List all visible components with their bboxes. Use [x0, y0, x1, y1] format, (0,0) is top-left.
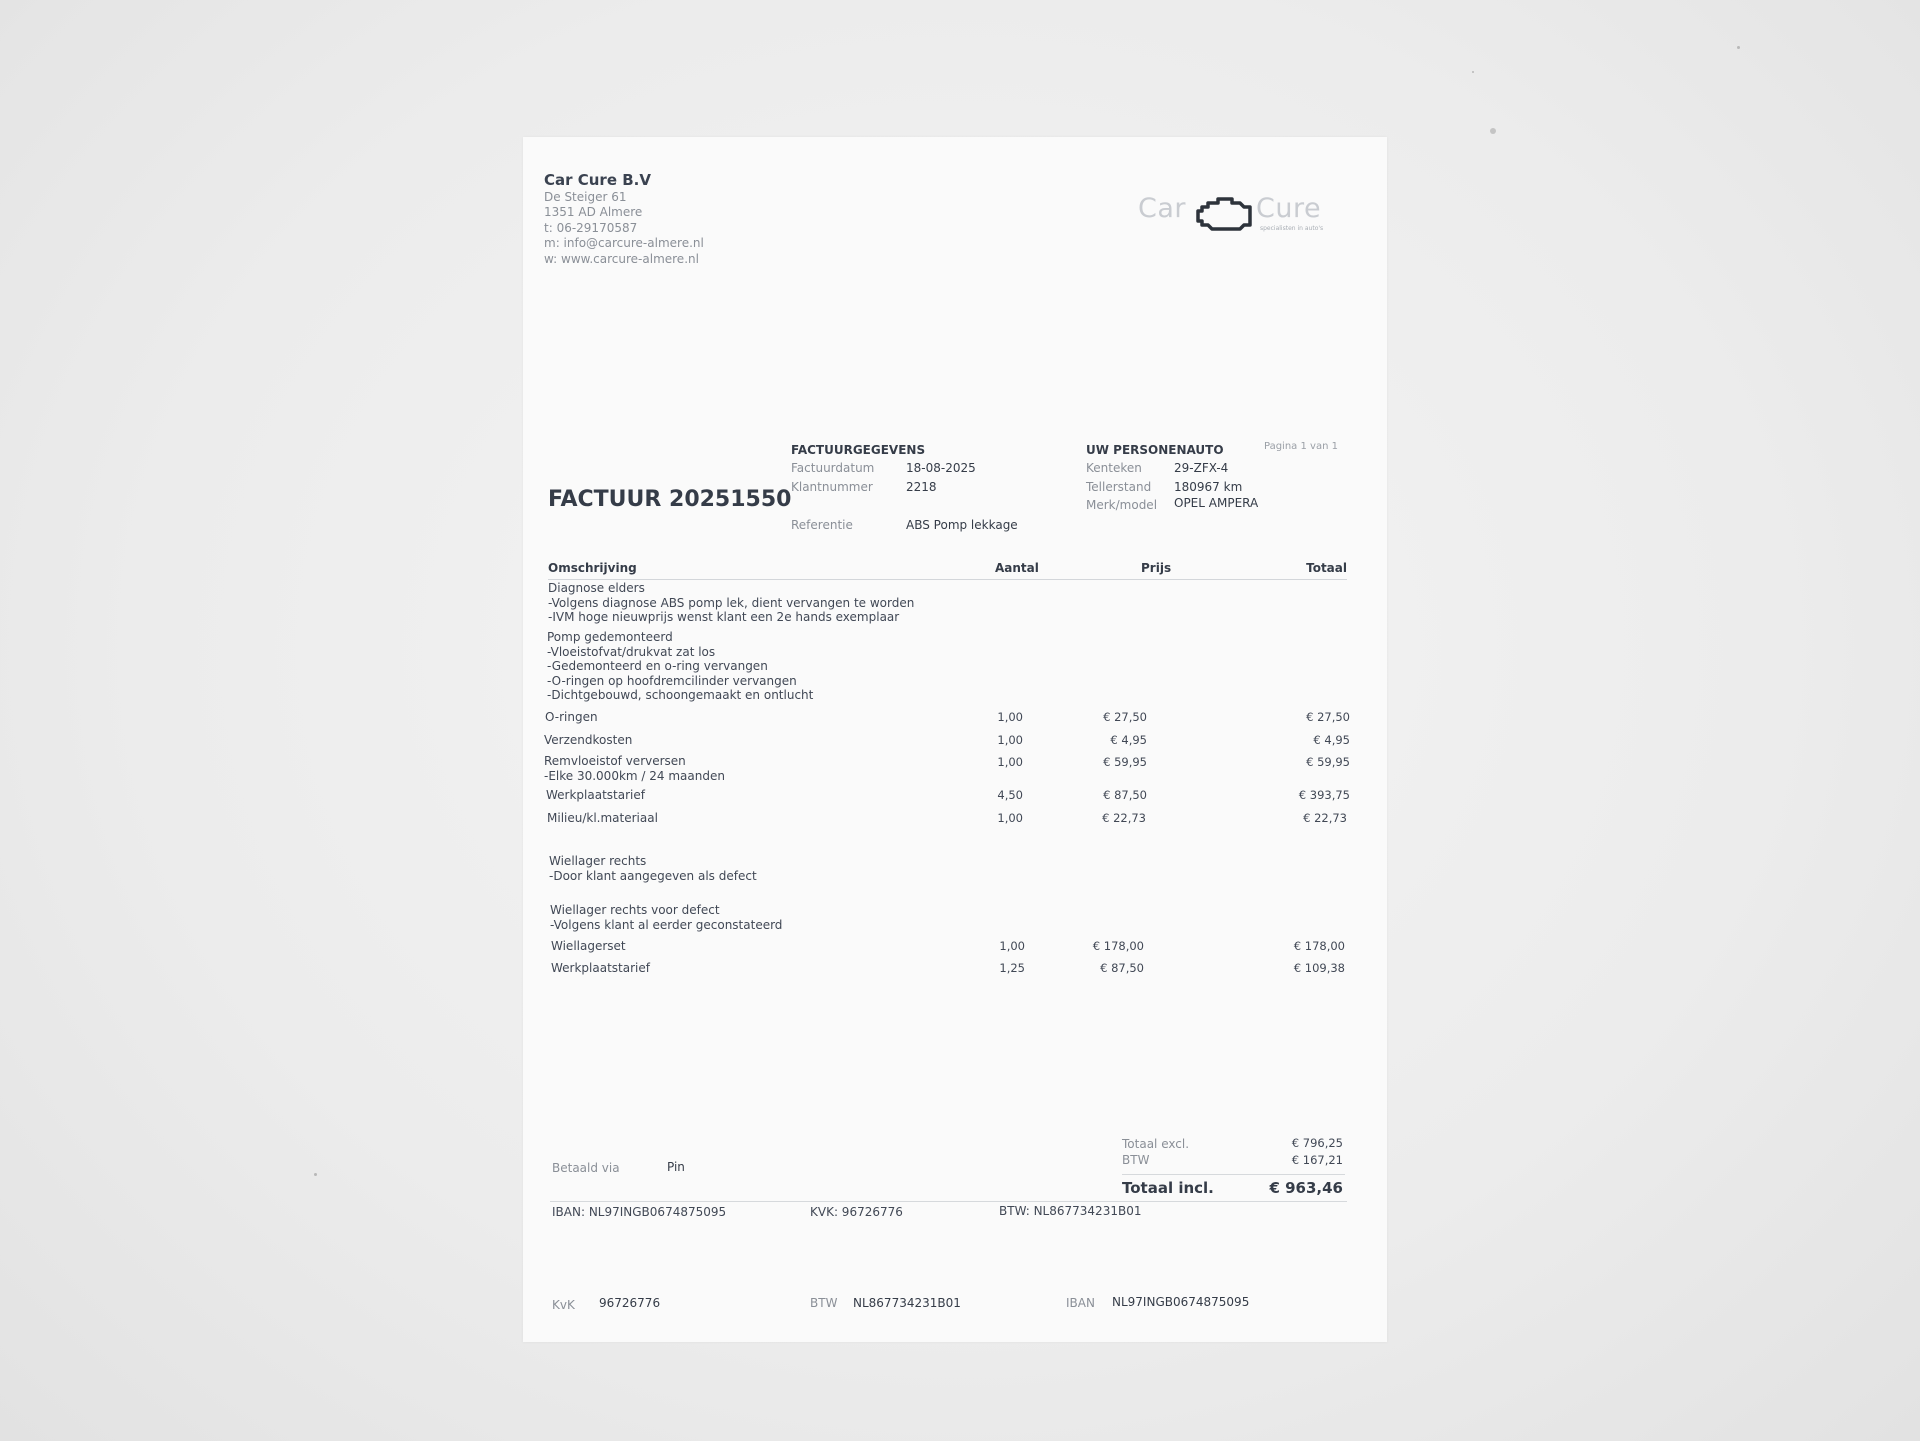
item-totaal: € 393,75	[1298, 788, 1350, 802]
btw-value: € 167,21	[1291, 1153, 1343, 1167]
engine-icon	[1196, 195, 1256, 231]
bank-btw: BTW: NL867734231B01	[999, 1204, 1142, 1218]
item-totaal: € 59,95	[1306, 755, 1350, 769]
tellerstand-label: Tellerstand	[1086, 480, 1152, 494]
text-block-wiellager	[549, 854, 757, 883]
col-prijs: Prijs	[1141, 561, 1172, 575]
col-omschrijving: Omschrijving	[548, 561, 637, 575]
factuurgegevens-heading: FACTUURGEGEVENS	[791, 443, 926, 457]
footer-kvk-value: 96726776	[599, 1296, 661, 1310]
logo-word-cure: Cure	[1256, 193, 1322, 224]
merkmodel-label: Merk/model	[1086, 498, 1158, 512]
footer-iban-value: NL97INGB0674875095	[1112, 1295, 1250, 1309]
text-line: -Vloeistofvat/drukvat zat los	[547, 644, 716, 659]
item-desc: Werkplaatstarief	[551, 961, 650, 975]
item-totaal: € 27,50	[1306, 710, 1350, 724]
item-aantal: 1,00	[997, 710, 1023, 724]
address-phone: t: 06-29170587	[544, 221, 638, 235]
item-totaal: € 4,95	[1313, 733, 1350, 747]
text-line: -IVM hoge nieuwprijs wenst klant een 2e hands exemplaar	[548, 610, 900, 625]
klantnummer-value: 2218	[906, 480, 937, 494]
klantnummer-label: Klantnummer	[791, 480, 873, 494]
item-desc: Wiellagerset	[551, 939, 626, 953]
btw-label: BTW	[1122, 1153, 1150, 1167]
auto-heading: UW PERSONENAUTO	[1086, 443, 1224, 457]
footer-kvk-label: KvK	[552, 1298, 575, 1312]
betaald-via-label: Betaald via	[552, 1161, 620, 1175]
invoice-title: FACTUUR 20251550	[548, 487, 792, 512]
invoice-document	[523, 137, 1387, 1342]
col-aantal: Aantal	[995, 561, 1039, 575]
totaal-incl-value: € 963,46	[1269, 1179, 1343, 1197]
text-line: Wiellager rechts voor defect	[550, 903, 720, 917]
item-aantal: 1,00	[997, 733, 1023, 747]
bank-iban: IBAN: NL97INGB0674875095	[552, 1205, 727, 1219]
text-line: -Volgens klant al eerder geconstateerd	[550, 917, 783, 932]
factuurdatum-value: 18-08-2025	[906, 461, 976, 475]
text-line: -Door klant aangegeven als defect	[549, 868, 757, 883]
logo-word-car: Car	[1138, 193, 1186, 224]
footer-btw-value: NL867734231B01	[853, 1296, 961, 1310]
totaal-excl-label: Totaal excl.	[1122, 1137, 1190, 1151]
item-aantal: 1,00	[999, 939, 1025, 953]
item-prijs: € 178,00	[1092, 939, 1144, 953]
text-line: Remvloeistof verversen	[544, 754, 686, 768]
factuurdatum-label: Factuurdatum	[791, 461, 875, 475]
company-name: Car Cure B.V	[544, 171, 651, 189]
address-email: m: info@carcure-almere.nl	[544, 236, 704, 250]
bank-kvk: KVK: 96726776	[810, 1205, 903, 1219]
item-aantal: 1,00	[997, 811, 1023, 825]
kenteken-value: 29-ZFX-4	[1174, 461, 1229, 475]
text-block-pomp	[547, 630, 813, 703]
item-desc: O-ringen	[545, 710, 598, 724]
item-aantal: 1,00	[997, 755, 1023, 769]
item-prijs: € 87,50	[1100, 961, 1144, 975]
totaal-excl-value: € 796,25	[1291, 1136, 1343, 1150]
text-block-diagnose	[548, 581, 914, 625]
totals-divider	[1122, 1174, 1345, 1175]
text-line: Wiellager rechts	[549, 854, 647, 868]
item-totaal: € 109,38	[1293, 961, 1345, 975]
col-totaal: Totaal	[1306, 561, 1347, 575]
betaald-via-value: Pin	[667, 1160, 685, 1174]
page-indicator: Pagina 1 van 1	[1264, 441, 1338, 452]
footer-iban-label: IBAN	[1066, 1296, 1095, 1310]
text-line: -Elke 30.000km / 24 maanden	[544, 768, 725, 783]
item-prijs: € 22,73	[1102, 811, 1146, 825]
item-totaal: € 178,00	[1293, 939, 1345, 953]
text-line: -O-ringen op hoofdremcilinder vervangen	[547, 673, 797, 688]
table-header	[548, 561, 1347, 580]
company-logo	[1138, 193, 1338, 243]
totaal-incl-label: Totaal incl.	[1122, 1179, 1214, 1197]
address-street: De Steiger 61	[544, 190, 627, 204]
text-line: Diagnose elders	[548, 581, 645, 595]
text-block-wiellager-defect	[550, 903, 782, 932]
merkmodel-value: OPEL AMPERA	[1174, 496, 1259, 510]
item-prijs: € 87,50	[1103, 788, 1147, 802]
address-city: 1351 AD Almere	[544, 205, 643, 219]
referentie-value: ABS Pomp lekkage	[906, 518, 1018, 532]
text-line: -Volgens diagnose ABS pomp lek, dient vervangen te worden	[548, 595, 915, 610]
bank-divider	[550, 1201, 1347, 1202]
text-line: -Gedemonteerd en o-ring vervangen	[547, 659, 768, 674]
text-line: -Dichtgebouwd, schoongemaakt en ontlucht	[547, 688, 814, 703]
item-aantal: 4,50	[997, 788, 1023, 802]
item-desc: Verzendkosten	[544, 733, 633, 747]
item-desc: Werkplaatstarief	[546, 788, 645, 802]
item-prijs: € 59,95	[1103, 755, 1147, 769]
kenteken-label: Kenteken	[1086, 461, 1142, 475]
logo-tagline: specialisten in auto's	[1260, 225, 1324, 232]
referentie-label: Referentie	[791, 518, 853, 532]
item-desc: Milieu/kl.materiaal	[547, 811, 658, 825]
address-website: w: www.carcure-almere.nl	[544, 252, 699, 266]
text-line: Pomp gedemonteerd	[547, 630, 673, 644]
tellerstand-value: 180967 km	[1174, 480, 1243, 494]
item-totaal: € 22,73	[1303, 811, 1347, 825]
item-prijs: € 27,50	[1103, 710, 1147, 724]
item-aantal: 1,25	[999, 961, 1025, 975]
item-desc	[544, 754, 725, 783]
item-prijs: € 4,95	[1110, 733, 1147, 747]
footer-btw-label: BTW	[810, 1296, 838, 1310]
